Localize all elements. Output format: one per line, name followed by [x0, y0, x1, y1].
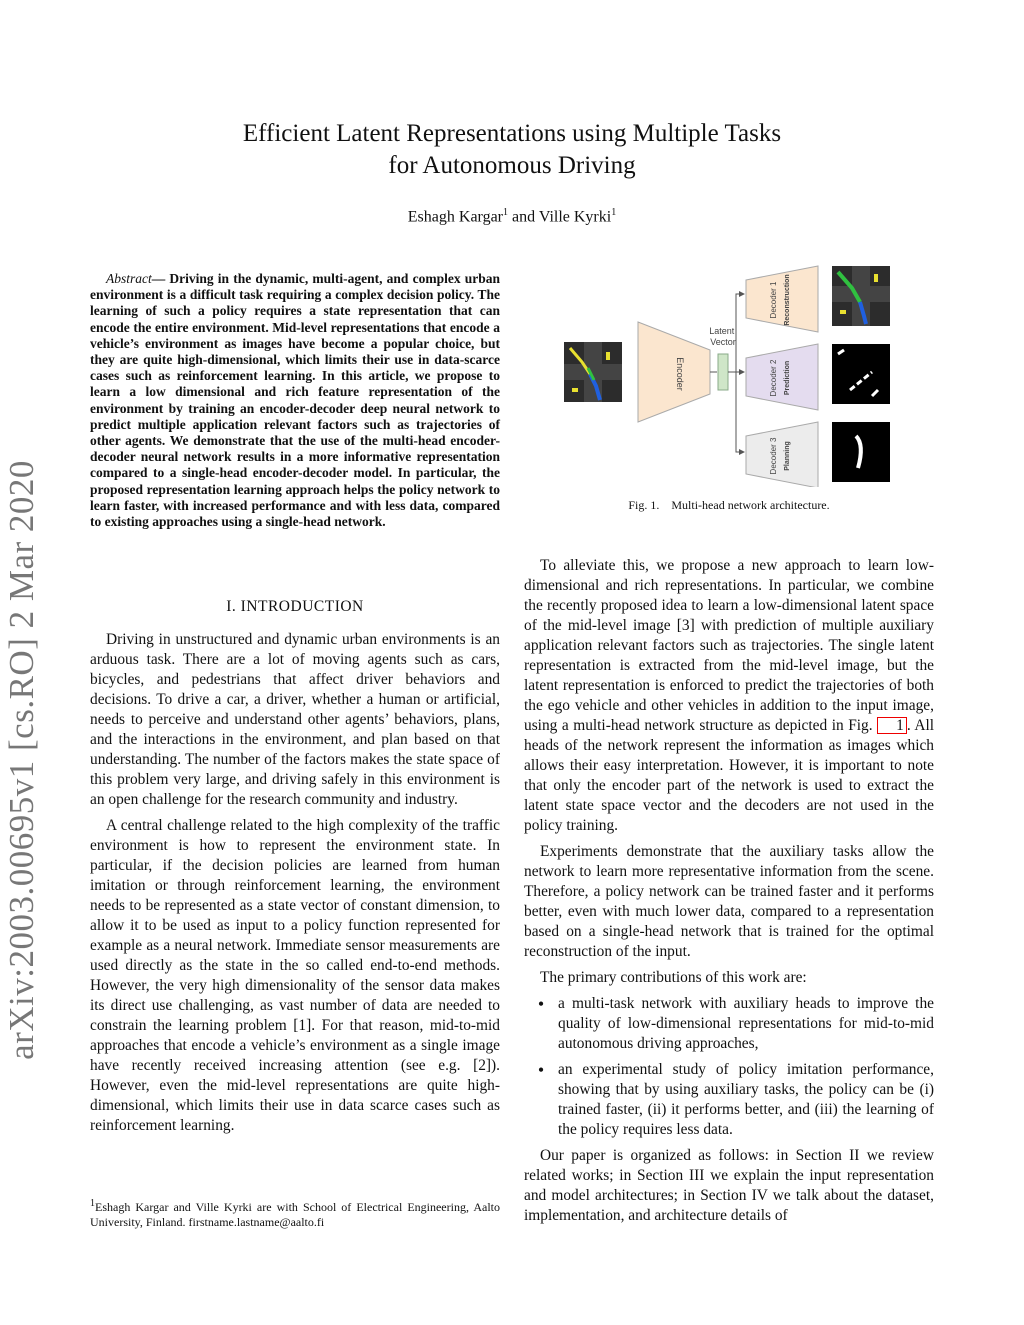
figure-1-diagram: [560, 262, 895, 487]
footnote: [90, 1196, 500, 1230]
abstract: Abstract— Driving in the dynamic, multi-agent, and complex urban environment is a difficult task requiring a complex decision policy. The learning of such a policy requires a state representation that can encode the entire environment. Mid-level representations that encode a vehicle’s environment as images have become a popular choice, but they are quite high-dimensional, which limits their use in data-scarce cases such as reinforcement learning. In this article, we propose to learn a low dimensional and rich feature representation of the environment by training an encoder-decoder deep neural network to predict multiple application relevant factors such as trajectories of other agents. We demonstrate that the use of the multi-head encoder-decoder neural network results in a more informative representation compared to a single-head encoder-decoder model. In particular, the proposed representation learning approach helps the policy network to learn faster, with increased performance and with less data, compared to existing approaches using a single-head network.: [90, 271, 500, 530]
latent-label: [709, 326, 737, 347]
author-2: Ville Kyrki: [538, 208, 612, 226]
decoder-1-block: [746, 266, 818, 332]
figure-1-link[interactable]: 1: [877, 717, 907, 734]
latent-label-line-1: Latent: [709, 326, 735, 336]
authors: [0, 207, 1024, 226]
right-column-body: [524, 556, 934, 1232]
contribution-bullet: [524, 994, 934, 1054]
intro-paragraph: A central challenge related to the high complexity of the traffic environment is how to represent the environment state. In particular, if the decision policies are learned from human imitation or through reinforcement learning, the environment needs to be represented as a state vector of constant dimension, to allow it to be used as input to a policy function represented for example as a neural network. Immediate sensor measurements are used directly as the state in the so called end-to-end methods. However, the very high dimensionality of the sensor data makes its direct use challenging, as vast number of data are needed to constrain the learning problem [1]. For that reason, mid-to-mid approaches that encode a vehicle’s environment as a single image have recently received increasing attention (see e.g. [2]). However, even the mid-level representations are quite high-dimensional, which limits their use in data scarce cases such as reinforcement learning.: [90, 817, 500, 1134]
author-2-affil: 1: [611, 207, 617, 218]
title-line-2: for Autonomous Driving: [388, 152, 636, 179]
abstract-text: Driving in the dynamic, multi-agent, and complex urban environment is a difficult task requiring a complex decision policy. The learning of such a policy requires a state representation that can encode the entire environment. Mid-level representations that encode a vehicle’s environment as images have become a popular choice, but they are quite high-dimensional, which limits their use in data-scarce cases such as reinforcement learning. In this article, we propose to learn a low dimensional and rich feature representation of the environment by training an encoder-decoder deep neural network to predict multiple application relevant factors such as trajectories of other agents. We demonstrate that the use of the multi-head encoder-decoder neural network results in a more informative representation compared to a single-head encoder-decoder model. In particular, the proposed representation learning approach helps the policy network to learn faster, with increased performance and with less data, compared to existing approaches using a single-head network.: [90, 271, 500, 530]
right-paragraph-4: Our paper is organized as follows: in Section II we review related works; in Section III we explain the input representation and model architectures; in Section IV we talk about the dataset, implementation, and architecture details of: [524, 1147, 934, 1224]
arrow-decoder-3: [736, 372, 744, 452]
input-image: [564, 342, 622, 402]
footnote-mark: 1: [90, 1198, 95, 1209]
right-paragraph-3: The primary contributions of this work are:: [540, 969, 807, 986]
figure-1-caption: Fig. 1. Multi-head network architecture.: [628, 498, 830, 512]
intro-paragraph: Driving in unstructured and dynamic urban environments is an arduous task. There are a lot of moving agents such as cars, bicycles, and pedestrians that affect driver behaviors and decisions. To drive a car, a driver, whether a human or artificial, needs to perceive and understand other agents’ behaviors, plans, and the interactions in the environment, and plan based on that understanding. The number of the factors makes the state space of this problem very large, and driving safely in this environment is an open challenge for the research community and industry.: [90, 631, 500, 808]
latent-label-line-2: Vector: [710, 337, 736, 347]
decoder-3-block: [746, 422, 818, 487]
paragraph-text: To alleviate this, we propose a new approach to learn low-dimensional and rich representations. In particular, we combine the recently proposed idea to learn a low-dimensional latent space of the mid-level image [3] with prediction of multiple auxiliary application relevant factors such as trajectories. The single latent representation is extracted from the mid-level image, but the latent representation is enforced to predict the trajectories of both the ego vehicle and other vehicles in addition to the input image, using a multi-head network structure as depicted in Fig.: [524, 557, 934, 734]
title-line-1: Efficient Latent Representations using Multiple Tasks: [242, 120, 782, 147]
decoder-1-name: Decoder 1: [769, 281, 778, 319]
output-image-prediction: [832, 344, 890, 404]
author-1-affil: 1: [503, 207, 509, 218]
output-image-reconstruction: [832, 266, 890, 326]
encoder-label: Encoder: [675, 357, 685, 391]
bullet-text: an experimental study of policy imitation performance, showing that by using auxiliary tasks, the policy can be (i) trained faster, (ii) it performs better, and (iii) the learning of the policy requires less data.: [558, 1061, 934, 1138]
decoder-3-task: Planning: [784, 441, 791, 471]
paragraph-text: . All heads of the network represent the information as images which allows their easy interpretation. However, it is important to note that only the encoder part of the network is used to extract the latent state space vector and the decoders are not used in the policy training.: [524, 717, 934, 834]
decoder-2-block: [746, 344, 818, 410]
author-separator: and: [512, 208, 536, 226]
left-column-body: [90, 630, 500, 1142]
bullet-text: a multi-task network with auxiliary heads to improve the quality of low-dimensional representations for mid-to-mid autonomous driving approaches,: [558, 995, 934, 1052]
section-heading-introduction: I. INTRODUCTION: [226, 598, 364, 615]
encoder-block: [638, 322, 710, 422]
bullet-symbol: •: [537, 994, 545, 1014]
author-1: Eshagh Kargar: [407, 208, 504, 226]
right-paragraph-2: Experiments demonstrate that the auxiliary tasks allow the network to learn more representative information from the scene. Therefore, a policy network can be trained faster and it performs better, even with much lower data, compared to a representation based on a single-head network that is trained for the optimal reconstruction of the input.: [524, 843, 934, 960]
bullet-symbol: •: [537, 1060, 545, 1080]
decoder-1-task: Reconstruction: [784, 274, 791, 326]
decoder-2-name: Decoder 2: [769, 359, 778, 397]
latent-vector-block: [718, 354, 728, 390]
output-image-planning: [832, 422, 890, 482]
contribution-bullet: [524, 1060, 934, 1140]
paper-title: [0, 118, 1024, 182]
decoder-2-task: Prediction: [784, 360, 791, 396]
abstract-label: Abstract: [106, 271, 152, 286]
footnote-text: Eshagh Kargar and Ville Kyrki are with School of Electrical Engineering, Aalto University, Finland. firstname.lastname@aalto.fi: [90, 1200, 500, 1229]
arxiv-stamp: arXiv:2003.00695v1 [cs.RO] 2 Mar 2020: [2, 460, 41, 1060]
right-paragraph-1: [524, 556, 934, 836]
decoder-3-name: Decoder 3: [769, 437, 778, 475]
